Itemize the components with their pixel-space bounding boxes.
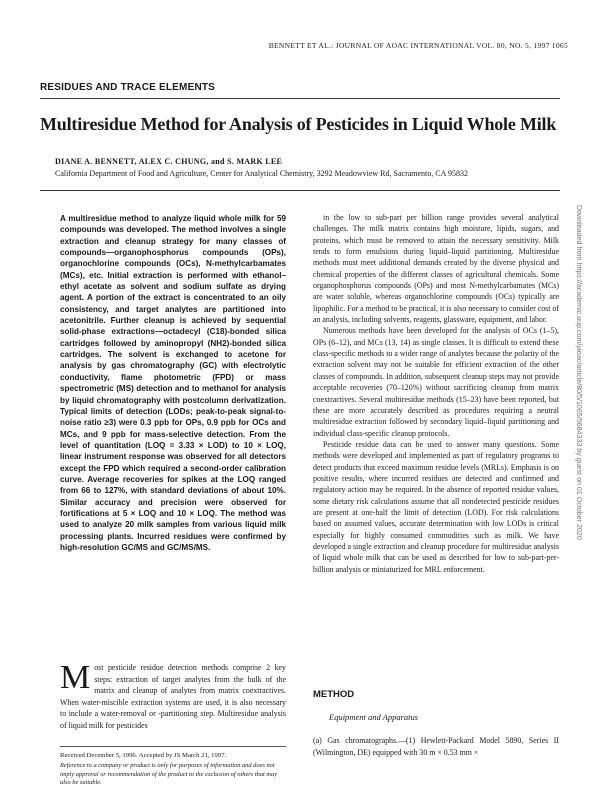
abstract: A multiresidue method to analyze liquid whole milk for 59 compounds was developed. The method involves a single extraction and cleanup strategy for many classes of compounds—organophosphorus compounds (OPs), organochlorine compounds (OCs), N-methylcarbamates (MCs), etc. Initial extraction is performed with ethanol–ethyl acetate as solvent and sodium sulfate as drying agent. A portion of the extract is concentrated to an oily consistency, and target analytes are partitioned into acetonitrile. Further cleanup is achieved by sequential solid-phase extractions—octadecyl (C18)-bonded silica cartridges followed by aminopropyl (NH2)-bonded silica cartridges. The solvent is exchanged to acetone for analysis by gas chromatography (GC) with electrolytic conductivity, flame photometric (FPD) or mass spectrometric (MS) detection and to methanol for analysis by liquid chromatography with postcolumn derivatization. Typical limits of detection (LODs; peak-to-peak signal-to-noise ratio ≥3) were 0.3 ppb for OPs, 0.9 ppb for OCs and MCs, and 9 ppb for mass-selective detection. From the level of quantitation (LOQ = 3.33 × LOD) to 10 × LOQ, linear instrument response was observed for all detectors except the FPD which required a second-order calibration curve. Average recoveries for spikes at the LOQ ranged from 66 to 127%, with standard deviations of about 10%. Similar accuracy and precision were observed for fortifications at 5 × LOQ and 10 × LOQ. The method was used to analyze 20 milk samples from various liquid milk processing plants. Incurred residues were confirmed by high-resolution GC/MS and GC/MS/MS. [60, 214, 286, 552]
equipment-text: (a) Gas chromatographs.—(1) Hewlett-Packard Model 5890, Series II (Wilmington, DE) equipped with 30 m × 0.53 mm × [313, 736, 559, 757]
header-rule [40, 190, 560, 191]
received-note: Received December 5, 1996. Accepted by JS March 21, 1997. [60, 752, 227, 759]
right-column [313, 212, 559, 575]
section-label: RESIDUES AND TRACE ELEMENTS [40, 82, 216, 93]
article-title: Multiresidue Method for Analysis of Pesticides in Liquid Whole Milk [40, 114, 557, 134]
body-paragraph: Numerous methods have been developed for the analysis of OCs (1–5), OPs (6–12), and MCs (13, 14) as single classes. It is difficult to extend these class-specific methods to a wider range of analytes because the polarity of the extraction solvent may not be suitable for efficient extraction of the other classes of compounds. In addition, subsequent cleanup steps may not provide acceptable recoveries (70–120%) without sacrificing cleanup from matrix coextractives. Several multiresidue methods (15–23) have been reported, but these are more accurately described as procedures requiring a neutral multiresidue extraction followed by secondary liquid–liquid partitioning and individual class-specific cleanup protocols. [313, 326, 559, 438]
intro-paragraph [60, 659, 286, 732]
body-paragraph: in the low to sub-part per billion range provides several analytical challenges. The milk matrix contains high moisture, lipids, sugars, and proteins, which must be removed to attain the necessary sensitivity. Milk tends to form emulsions during liquid–liquid partitioning. Multiresidue methods must meet additional demands created by the diverse physical and chemical properties of the different classes of agricultural chemicals. Some organophosphorus compounds (OPs) and most N-methylcarbamates (MCs) are water soluble, whereas organochlorine compounds (OCs) typically are lipophilic. For a method to be practical, it is also necessary to consider cost of an analysis, including solvents, reagents, glassware, equipment, and labor. [313, 213, 559, 325]
top-rule [40, 98, 560, 99]
intro-text: ost pesticide residue detection methods comprise 2 key steps: extraction of target analytes from the bulk of the matrix and cleanup of analytes from matrix coextractives. When water-miscible extraction systems are used, it is also necessary to include a water-removal or -partitioning step. Multiresidue analysis of liquid milk for pesticides [60, 663, 286, 730]
footnote-rule [60, 746, 286, 747]
authors: DIANE A. BENNETT, ALEX C. CHUNG, and S. MARK LEE [55, 157, 283, 166]
equipment-heading: Equipment and Apparatus [329, 712, 419, 722]
body-paragraph: Pesticide residue data can be used to answer many questions. Some methods were developed and implemented as part of regulatory programs to detect products that exceed maximum residue levels (MRLs). Emphasis is on positive results, where incurred residues are detected and confirmed and regulatory action may be required. In the absence of reported residue values, some dietary risk calculations assume that all nondetected pesticide residues are present at one-half the limit of detection (LOD). For risk calculations based on assumed values, accurate determination with low LODs is critical especially for highly consumed commodities such as milk. We have developed a single extraction and cleanup procedure for multiresidue analysis of liquid whole milk that can be used as described for low to sub-part-per-billion analysis or miniaturized for MRL enforcement. [313, 439, 559, 574]
drop-cap: M [60, 659, 91, 696]
download-side-note: Downloaded from https://academic.oup.com/jaoac/article/80/5/1065/5684333 by guest on 01 October 2020 [575, 205, 583, 540]
running-head: BENNETT ET AL.: JOURNAL OF AOAC INTERNATIONAL VOL. 80, NO. 5, 1997 1065 [268, 41, 568, 50]
disclaimer-note: Reference to a company or product is only for purposes of information and does not imply approval or recommendation of the product to the exclusion of others that may also be suitable. [60, 762, 278, 787]
affiliation: California Department of Food and Agriculture, Center for Analytical Chemistry, 3292 Meadowview Rd, Sacramento, CA 95832 [55, 169, 468, 178]
method-heading: METHOD [313, 689, 355, 700]
